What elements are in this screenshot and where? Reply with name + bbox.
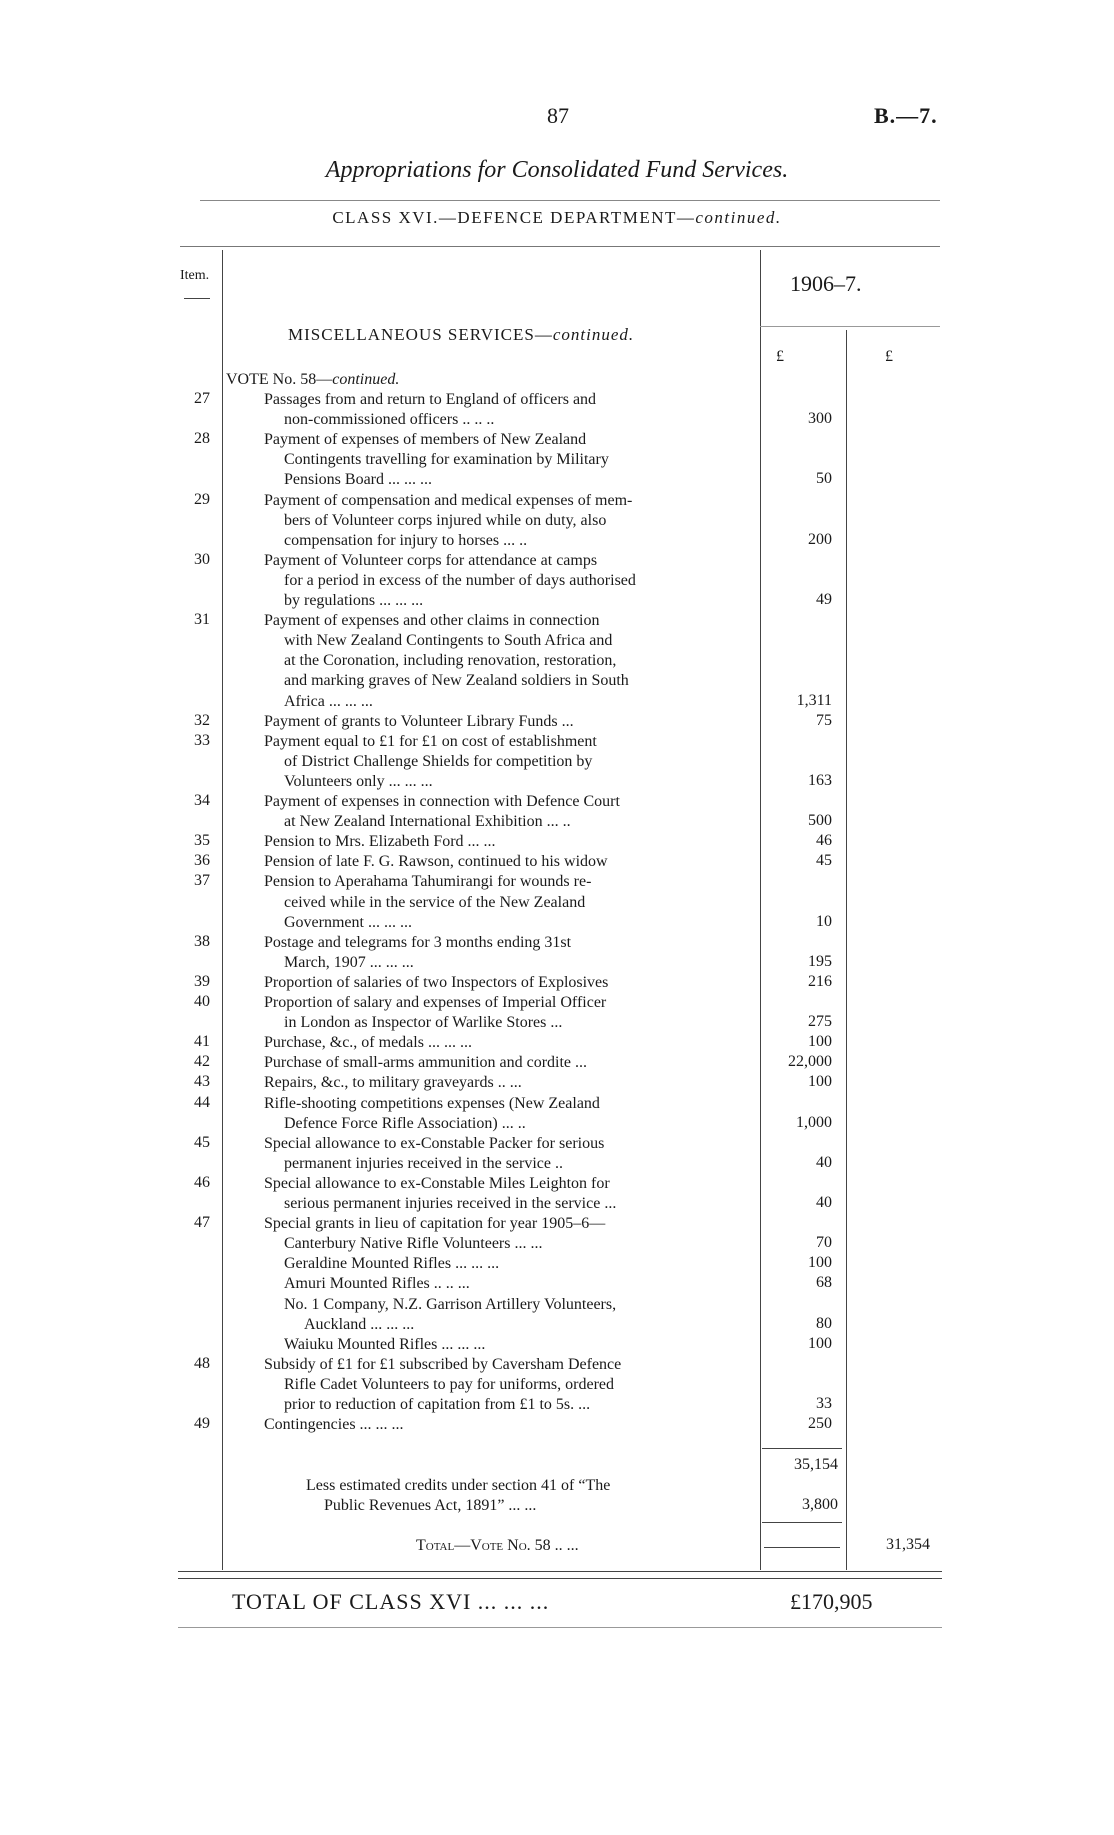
item-number: 46 bbox=[194, 1173, 210, 1191]
item-number: 49 bbox=[194, 1415, 210, 1433]
item-number: 45 bbox=[194, 1133, 210, 1151]
section-heading-continued: continued. bbox=[552, 325, 635, 344]
item-amount: 216 bbox=[808, 972, 832, 990]
item-number: 28 bbox=[194, 430, 210, 448]
item-number: 38 bbox=[194, 932, 210, 950]
item-amount: 22,000 bbox=[788, 1053, 832, 1071]
item-amount: 49 bbox=[816, 591, 832, 608]
item-description-line: in London as Inspector of Warlike Stores ... bbox=[284, 1014, 563, 1032]
item-amount: 40 bbox=[816, 1194, 832, 1211]
item-description-line: Proportion of salary and expenses of Imperial Officer bbox=[264, 994, 607, 1011]
item-number: 42 bbox=[194, 1053, 210, 1071]
item-description-line: Special allowance to ex-Constable Miles Leighton for bbox=[264, 1174, 610, 1192]
item-amount: 100 bbox=[808, 1254, 832, 1272]
item-description-line: Rifle Cadet Volunteers to pay for uniforms, ordered bbox=[284, 1375, 614, 1393]
item-header-rule bbox=[184, 298, 210, 299]
item-amount: 300 bbox=[808, 410, 832, 428]
item-description-line: Repairs, &c., to military graveyards .. ... bbox=[264, 1074, 522, 1092]
item-number: 35 bbox=[194, 832, 210, 850]
item-description-line: Payment of compensation and medical expenses of mem- bbox=[264, 491, 633, 509]
total-column-rule bbox=[846, 330, 847, 1570]
item-description-line: Rifle-shooting competitions expenses (New Zealand bbox=[264, 1094, 600, 1112]
item-header-text: Item. bbox=[180, 268, 210, 283]
item-amount: 68 bbox=[816, 1274, 832, 1292]
vote-total-amount: 31,354 bbox=[886, 1536, 930, 1553]
currency-header-1: £ bbox=[776, 348, 784, 365]
class-heading-text: CLASS XVI.—DEFENCE DEPARTMENT— bbox=[332, 208, 696, 227]
item-description-line: serious permanent injuries received in the service ... bbox=[284, 1195, 617, 1212]
item-description-line: Payment of Volunteer corps for attendance at camps bbox=[264, 551, 598, 569]
item-number: 30 bbox=[194, 550, 210, 568]
item-description-line: at the Coronation, including renovation, restoration, bbox=[284, 652, 617, 670]
item-description-line: Payment equal to £1 for £1 on cost of establishment bbox=[264, 732, 597, 750]
item-number: 43 bbox=[194, 1073, 210, 1091]
item-description-line: permanent injuries received in the service .. bbox=[284, 1154, 563, 1172]
item-number: 39 bbox=[194, 972, 210, 990]
item-amount: 163 bbox=[808, 771, 832, 789]
item-amount: 200 bbox=[808, 530, 832, 548]
item-description-line: ceived while in the service of the New Zealand bbox=[284, 893, 586, 911]
vote-total-label: Total—Vote No. 58 .. ... bbox=[416, 1537, 579, 1554]
item-amount: 33 bbox=[816, 1395, 832, 1412]
credits-amount: 3,800 bbox=[802, 1496, 838, 1513]
item-amount: 1,311 bbox=[796, 691, 832, 709]
item-description-line: compensation for injury to horses ... .. bbox=[284, 531, 528, 549]
item-description-line: Proportion of salaries of two Inspectors of Explosives bbox=[264, 973, 609, 991]
item-description-line: Geraldine Mounted Rifles ... ... ... bbox=[284, 1255, 500, 1273]
amount-column-rule bbox=[760, 250, 761, 1570]
item-amount: 50 bbox=[816, 470, 832, 488]
page-number: 87 bbox=[547, 103, 569, 128]
item-number: 32 bbox=[194, 711, 210, 729]
item-description-line: Contingents travelling for examination by Military bbox=[284, 451, 609, 469]
item-description-line: Pensions Board ... ... ... bbox=[284, 471, 432, 489]
credits-rule bbox=[762, 1522, 842, 1523]
class-heading-continued: continued. bbox=[695, 208, 782, 227]
item-number: 44 bbox=[194, 1093, 210, 1111]
vote-total-dash bbox=[764, 1547, 840, 1548]
item-description-line: non-commissioned officers .. .. .. bbox=[284, 411, 495, 429]
item-description-line: Payment of expenses of members of New Zealand bbox=[264, 431, 587, 449]
table-top-rule bbox=[180, 246, 940, 247]
item-description-line: and marking graves of New Zealand soldiers in South bbox=[284, 672, 629, 690]
item-amount: 275 bbox=[808, 1013, 832, 1031]
item-amount: 46 bbox=[816, 832, 832, 850]
item-amount: 195 bbox=[808, 952, 832, 970]
class-total-label: TOTAL OF CLASS XVI ... ... ... bbox=[232, 1589, 550, 1614]
item-amount: 100 bbox=[808, 1073, 832, 1091]
item-description-line: Pension to Mrs. Elizabeth Ford ... ... bbox=[264, 833, 496, 851]
item-description-line: No. 1 Company, N.Z. Garrison Artillery Volunteers, bbox=[284, 1295, 617, 1313]
item-number: 48 bbox=[194, 1354, 210, 1372]
item-number: 33 bbox=[194, 731, 210, 749]
item-description-line: Defence Force Rifle Association) ... .. bbox=[284, 1114, 526, 1132]
item-description-line: Government ... ... ... bbox=[284, 913, 412, 931]
vote-heading-continued: continued. bbox=[332, 371, 400, 388]
item-description-line: Special allowance to ex-Constable Packer for serious bbox=[264, 1134, 605, 1152]
item-number: 27 bbox=[194, 390, 210, 407]
page-title: Appropriations for Consolidated Fund Services. bbox=[325, 157, 789, 183]
item-description-line: Purchase, &c., of medals ... ... ... bbox=[264, 1034, 472, 1052]
item-amount: 75 bbox=[816, 711, 832, 729]
subtotal-amount: 35,154 bbox=[794, 1456, 838, 1473]
item-description-line: Waiuku Mounted Rifles ... ... ... bbox=[284, 1335, 486, 1353]
item-number: 36 bbox=[194, 852, 210, 870]
item-description-line: Contingencies ... ... ... bbox=[264, 1416, 404, 1434]
item-description-line: for a period in excess of the number of days authorised bbox=[284, 571, 636, 589]
item-amount: 250 bbox=[808, 1415, 832, 1433]
item-description-line: bers of Volunteer corps injured while on duty, also bbox=[284, 511, 607, 529]
item-amount: 70 bbox=[816, 1234, 832, 1252]
item-description-line: with New Zealand Contingents to South Africa and bbox=[284, 632, 613, 650]
currency-header-2: £ bbox=[885, 348, 893, 365]
item-amount: 10 bbox=[816, 912, 832, 930]
item-number: 40 bbox=[194, 993, 210, 1010]
item-description-line: Auckland ... ... ... bbox=[304, 1315, 415, 1333]
year-rule bbox=[760, 326, 940, 327]
item-column-rule bbox=[222, 250, 223, 1570]
credits-line-1: Less estimated credits under section 41 of “The bbox=[306, 1477, 611, 1494]
class-total-amount: £170,905 bbox=[790, 1589, 873, 1614]
item-description-line: Canterbury Native Rifle Volunteers ... ... bbox=[284, 1235, 543, 1253]
item-number: 47 bbox=[194, 1214, 210, 1232]
item-description-line: Pension to Aperahama Tahumirangi for wounds re- bbox=[264, 873, 592, 891]
item-amount: 100 bbox=[808, 1334, 832, 1352]
item-description-line: Purchase of small-arms ammunition and cordite ... bbox=[264, 1054, 588, 1072]
year-header: 1906–7. bbox=[790, 271, 862, 296]
item-amount: 40 bbox=[816, 1153, 832, 1171]
item-description-line: by regulations ... ... ... bbox=[284, 592, 424, 609]
class-total-rule bbox=[178, 1627, 942, 1628]
item-description-line: March, 1907 ... ... ... bbox=[284, 953, 414, 971]
subtotal-rule bbox=[762, 1448, 842, 1449]
vote-heading-text: VOTE No. 58— bbox=[226, 371, 333, 388]
item-description-line: Africa ... ... ... bbox=[284, 692, 373, 710]
item-description-line: Payment of expenses in connection with Defence Court bbox=[264, 793, 620, 810]
item-description-line: Postage and telegrams for 3 months ending 31st bbox=[264, 933, 572, 951]
item-description-line: Volunteers only ... ... ... bbox=[284, 772, 433, 790]
item-description-line: Payment of expenses and other claims in connection bbox=[264, 612, 600, 630]
section-heading bbox=[288, 325, 634, 345]
item-description-line: prior to reduction of capitation from £1 to 5s. ... bbox=[284, 1396, 591, 1413]
class-heading bbox=[0, 208, 1114, 228]
divider bbox=[200, 200, 940, 201]
item-number: 41 bbox=[194, 1033, 210, 1051]
item-amount: 45 bbox=[816, 852, 832, 870]
item-number: 37 bbox=[194, 872, 210, 890]
item-description-line: of District Challenge Shields for competition by bbox=[284, 752, 593, 770]
item-column-header bbox=[180, 268, 209, 284]
item-description-line: Amuri Mounted Rifles .. .. ... bbox=[284, 1275, 470, 1293]
document-reference: B.—7. bbox=[874, 103, 938, 128]
item-description-line: Subsidy of £1 for £1 subscribed by Caversham Defence bbox=[264, 1355, 622, 1373]
item-description-line: Pension of late F. G. Rawson, continued to his widow bbox=[264, 853, 608, 871]
item-description-line: Passages from and return to England of officers and bbox=[264, 391, 597, 408]
item-amount: 1,000 bbox=[796, 1113, 832, 1131]
credits-line-2: Public Revenues Act, 1891” ... ... bbox=[324, 1497, 537, 1514]
table-bottom-rule-2 bbox=[178, 1578, 942, 1579]
item-number: 31 bbox=[194, 611, 210, 629]
vote-heading bbox=[226, 370, 399, 389]
item-description-line: at New Zealand International Exhibition ... .. bbox=[284, 813, 571, 831]
item-amount: 500 bbox=[808, 812, 832, 830]
item-amount: 100 bbox=[808, 1033, 832, 1051]
item-number: 29 bbox=[194, 490, 210, 508]
table-bottom-rule bbox=[178, 1571, 942, 1572]
item-description-line: Payment of grants to Volunteer Library Funds ... bbox=[264, 712, 574, 730]
item-description-line: Special grants in lieu of capitation for year 1905–6— bbox=[264, 1215, 606, 1233]
section-heading-text: MISCELLANEOUS SERVICES— bbox=[288, 325, 553, 344]
item-number: 34 bbox=[194, 792, 210, 809]
item-amount: 80 bbox=[816, 1314, 832, 1332]
